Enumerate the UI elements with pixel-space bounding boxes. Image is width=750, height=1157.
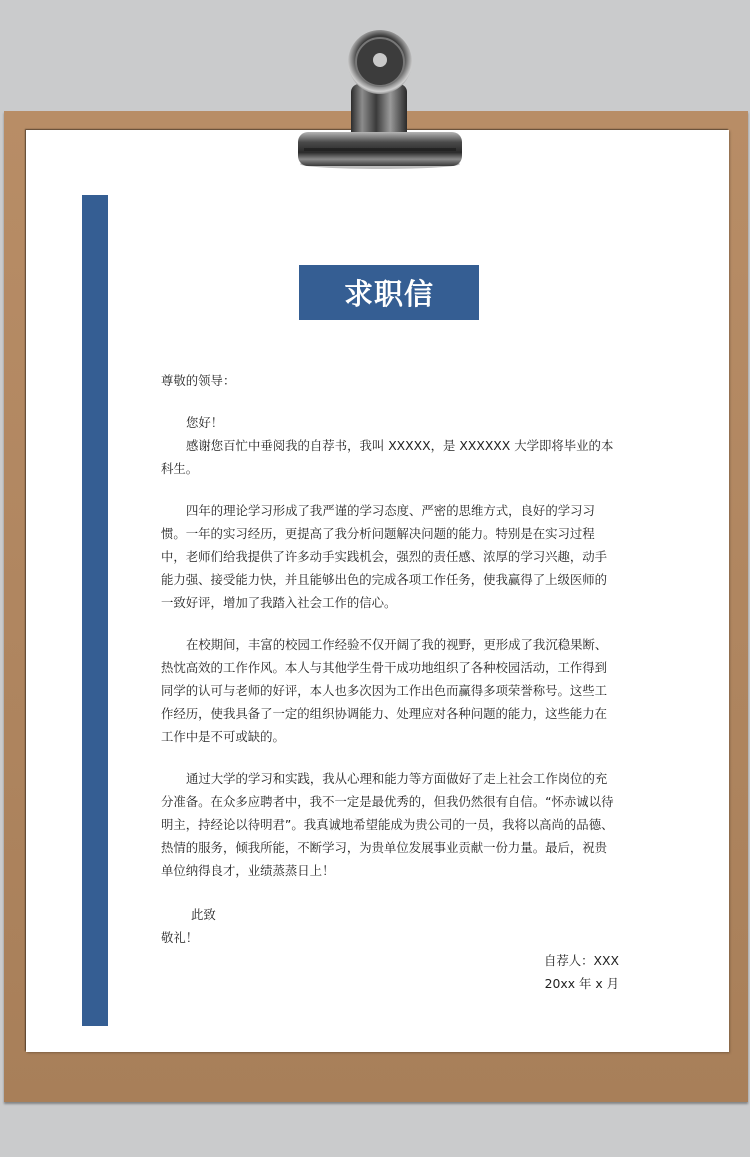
body-paragraph: 四年的理论学习形成了我严谨的学习态度、严密的思维方式，良好的学习习惯。一年的实习经历，更提高了我分析问题解决问题的能力。特别是在实习过程中，老师们给我提供了许多动手实践机会，强烈的责任感、浓厚的学习兴趣，动手能力强、接受能力快，并且能够出色的完成各项工作任务，使我赢得了上级医师的一致好评，增加了我踏入社会工作的信心。 (161, 503, 608, 610)
date: 20xx 年 x 月 (544, 976, 619, 991)
salutation: 尊敬的领导： (161, 373, 236, 388)
letter-body (161, 369, 619, 995)
page-title: 求职信 (343, 277, 434, 311)
closing-line-2: 敬礼！ (161, 930, 199, 945)
body-paragraph: 通过大学的学习和实践，我从心理和能力等方面做好了走上社会工作岗位的充分准备。在众多应聘者中，我不一定是最优秀的，但我仍然很有自信。“怀赤诚以待明主，持经论以待明君”。我真诚地希望能成为贵公司的一员，我将以高尚的品德、热情的服务，倾我所能，不断学习，为贵单位发展事业贡献一份力量。最后，祝贵单位纳得良才，业绩蒸蒸日上！ (161, 771, 614, 878)
binder-clip-icon (296, 24, 464, 170)
intro-paragraph: 感谢您百忙中垂阅我的自荐书，我叫 XXXXX，是 XXXXXX 大学即将毕业的本科生。 (161, 438, 614, 476)
closing-line-1: 此致 (191, 907, 216, 922)
signature: 自荐人：XXX (543, 953, 619, 968)
body-paragraph: 在校期间，丰富的校园工作经验不仅开阔了我的视野，更形成了我沉稳果断、热忱高效的工作作风。本人与其他学生骨干成功地组织了各种校园活动，工作得到同学的认可与老师的好评，本人也多次因为工作出色而赢得多项荣誉称号。这些工作经历，使我具备了一定的组织协调能力、处理应对各种问题的能力，这些能力在工作中是不可或缺的。 (161, 637, 608, 744)
greeting: 您好！ (186, 415, 224, 430)
title-banner (299, 265, 479, 320)
accent-side-bar (82, 195, 108, 1026)
